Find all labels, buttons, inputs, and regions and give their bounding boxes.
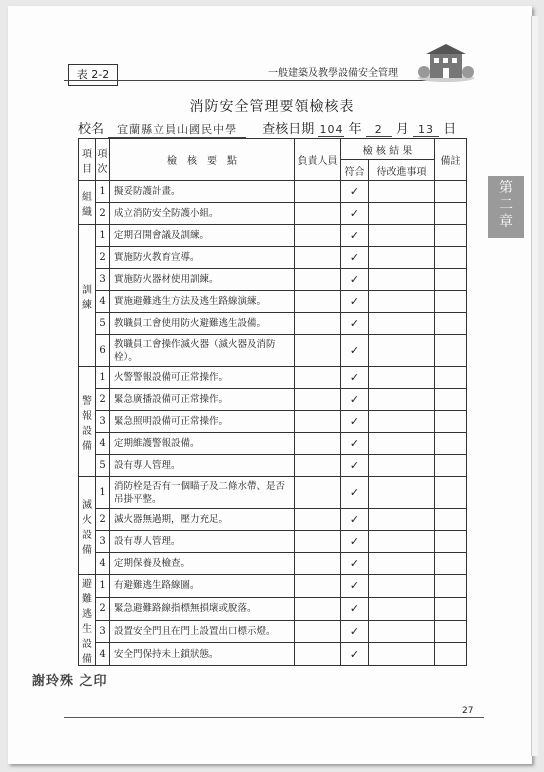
table-row	[79, 313, 467, 335]
category-cell	[79, 181, 96, 225]
improve-cell	[369, 620, 435, 643]
item-number: 3	[96, 531, 110, 553]
remarks-cell	[435, 203, 467, 225]
conform-check: ✓	[341, 269, 369, 291]
table-row	[79, 455, 467, 477]
conform-check: ✓	[341, 643, 369, 666]
person-cell	[295, 269, 341, 291]
conform-check: ✓	[341, 477, 369, 509]
person-cell	[295, 553, 341, 575]
school-building-icon	[416, 42, 476, 82]
item-number: 1	[96, 181, 110, 203]
item-text: 定期維護警報設備。	[110, 433, 295, 455]
improve-cell	[369, 597, 435, 620]
improve-cell	[369, 225, 435, 247]
improve-cell	[369, 433, 435, 455]
header-remarks: 備註	[435, 139, 467, 181]
item-text: 設有專人管理。	[110, 531, 295, 553]
category-char: 設	[82, 425, 92, 437]
section-header-title: 一般建築及教學設備安全管理	[268, 68, 398, 79]
table-row	[79, 531, 467, 553]
improve-cell	[369, 553, 435, 575]
conform-check: ✓	[341, 553, 369, 575]
remarks-cell	[435, 389, 467, 411]
remarks-cell	[435, 411, 467, 433]
improve-cell	[369, 455, 435, 477]
conform-check: ✓	[341, 531, 369, 553]
improve-cell	[369, 291, 435, 313]
category-char: 警	[82, 395, 92, 407]
person-cell	[295, 643, 341, 666]
item-text: 擬妥防護計畫。	[110, 181, 295, 203]
improve-cell	[369, 643, 435, 666]
item-text: 成立消防安全防護小組。	[110, 203, 295, 225]
improve-cell	[369, 335, 435, 367]
item-number: 4	[96, 553, 110, 575]
category-char: 設	[82, 529, 92, 541]
header-person: 負責人員	[295, 139, 341, 181]
table-label: 表 2-2	[68, 64, 118, 86]
category-char: 訓	[82, 284, 92, 296]
category-name	[79, 575, 95, 665]
month-label: 月	[395, 122, 409, 137]
conform-check: ✓	[341, 203, 369, 225]
remarks-cell	[435, 643, 467, 666]
item-number: 5	[96, 455, 110, 477]
form-title: 消防安全管理要領檢核表	[189, 99, 355, 115]
category-cell	[79, 225, 96, 367]
item-number: 3	[96, 411, 110, 433]
improve-cell	[369, 269, 435, 291]
table-row	[79, 597, 467, 620]
improve-cell	[369, 477, 435, 509]
person-cell	[295, 433, 341, 455]
remarks-cell	[435, 509, 467, 531]
person-cell	[295, 597, 341, 620]
chapter-tab: 第 二 章	[488, 176, 524, 238]
conform-check: ✓	[341, 620, 369, 643]
conform-check: ✓	[341, 225, 369, 247]
school-date-row	[78, 118, 456, 138]
conform-check: ✓	[341, 313, 369, 335]
item-text: 滅火器無過期，壓力充足。	[110, 509, 295, 531]
item-text: 緊急避難路線指標無損壞或脫落。	[110, 597, 295, 620]
item-number: 4	[96, 643, 110, 666]
remarks-cell	[435, 335, 467, 367]
category-char: 組	[82, 191, 92, 203]
item-text: 設置安全門且在門上設置出口標示燈。	[110, 620, 295, 643]
improve-cell	[369, 247, 435, 269]
item-number: 2	[96, 509, 110, 531]
person-cell	[295, 509, 341, 531]
item-number: 3	[96, 269, 110, 291]
category-char: 生	[82, 624, 92, 635]
item-number: 2	[96, 597, 110, 620]
category-char: 備	[82, 440, 92, 452]
table-row	[79, 643, 467, 666]
table-row	[79, 620, 467, 643]
item-text: 定期保養及檢查。	[110, 553, 295, 575]
table-row	[79, 291, 467, 313]
improve-cell	[369, 531, 435, 553]
table-row	[79, 367, 467, 389]
category-char: 滅	[82, 499, 92, 511]
date-month: 2	[366, 123, 392, 137]
item-number: 3	[96, 620, 110, 643]
header-conform: 符合	[341, 160, 369, 181]
remarks-cell	[435, 269, 467, 291]
item-number: 5	[96, 313, 110, 335]
category-cell	[79, 367, 96, 477]
improve-cell	[369, 509, 435, 531]
table-row	[79, 335, 467, 367]
table-row	[79, 181, 467, 203]
person-cell	[295, 389, 341, 411]
improve-cell	[369, 575, 435, 598]
category-char: 練	[82, 299, 92, 311]
day-label: 日	[443, 122, 457, 137]
improve-cell	[369, 367, 435, 389]
remarks-cell	[435, 181, 467, 203]
conform-check: ✓	[341, 247, 369, 269]
item-number: 1	[96, 225, 110, 247]
person-cell	[295, 203, 341, 225]
category-char: 報	[82, 410, 92, 422]
conform-check: ✓	[341, 575, 369, 598]
table-row	[79, 553, 467, 575]
date-day: 13	[413, 123, 439, 137]
improve-cell	[369, 313, 435, 335]
remarks-cell	[435, 553, 467, 575]
person-cell	[295, 455, 341, 477]
remarks-cell	[435, 247, 467, 269]
category-char: 難	[82, 594, 92, 605]
remarks-cell	[435, 433, 467, 455]
item-text: 緊急廣播設備可正常操作。	[110, 389, 295, 411]
category-char: 避	[82, 579, 92, 590]
conform-check: ✓	[341, 181, 369, 203]
item-text: 教職員工會操作滅火器（滅火器及消防栓）。	[110, 335, 295, 367]
category-cell	[79, 477, 96, 575]
item-text: 火警警報設備可正常操作。	[110, 367, 295, 389]
improve-cell	[369, 411, 435, 433]
page-number: 27	[462, 706, 474, 716]
conform-check: ✓	[341, 389, 369, 411]
category-name	[79, 188, 95, 218]
table-row	[79, 477, 467, 509]
item-number: 1	[96, 575, 110, 598]
improve-cell	[369, 181, 435, 203]
improve-cell	[369, 203, 435, 225]
conform-check: ✓	[341, 433, 369, 455]
item-number: 2	[96, 247, 110, 269]
item-text: 實施避難逃生方法及逃生路線演練。	[110, 291, 295, 313]
remarks-cell	[435, 575, 467, 598]
conform-check: ✓	[341, 597, 369, 620]
item-text: 實施防火器材使用訓練。	[110, 269, 295, 291]
person-cell	[295, 225, 341, 247]
header-improve: 待改進事項	[369, 160, 435, 181]
person-cell	[295, 620, 341, 643]
item-number: 4	[96, 291, 110, 313]
item-number: 6	[96, 335, 110, 367]
table-row	[79, 247, 467, 269]
date-label: 查核日期	[262, 122, 315, 137]
item-number: 1	[96, 367, 110, 389]
category-cell	[79, 575, 96, 666]
category-char: 逃	[82, 609, 92, 620]
conform-check: ✓	[341, 509, 369, 531]
person-cell	[295, 411, 341, 433]
remarks-cell	[435, 225, 467, 247]
item-text: 實施防火教育宣導。	[110, 247, 295, 269]
checklist-table	[78, 138, 467, 666]
table-row	[79, 411, 467, 433]
item-text: 有避難逃生路線圖。	[110, 575, 295, 598]
item-number: 2	[96, 203, 110, 225]
header-result: 檢 核 結 果	[341, 139, 435, 160]
header-points: 檢 核 要 點	[110, 139, 295, 181]
person-cell	[295, 367, 341, 389]
category-char: 火	[82, 514, 92, 526]
item-number: 4	[96, 433, 110, 455]
remarks-cell	[435, 455, 467, 477]
school-label: 校名	[78, 122, 105, 137]
remarks-cell	[435, 291, 467, 313]
person-cell	[295, 575, 341, 598]
category-name	[79, 281, 95, 311]
remarks-cell	[435, 597, 467, 620]
person-cell	[295, 531, 341, 553]
category-char: 備	[82, 654, 92, 665]
item-text: 緊急照明設備可正常操作。	[110, 411, 295, 433]
category-name	[79, 496, 95, 556]
school-name-field: 宜蘭縣立員山國民中學	[108, 121, 246, 138]
category-char: 織	[82, 206, 92, 218]
category-char: 設	[82, 639, 92, 650]
conform-check: ✓	[341, 367, 369, 389]
year-label: 年	[348, 122, 362, 137]
person-cell	[295, 291, 341, 313]
remarks-cell	[435, 313, 467, 335]
remarks-cell	[435, 477, 467, 509]
conform-check: ✓	[341, 291, 369, 313]
remarks-cell	[435, 367, 467, 389]
item-text: 定期召開會議及訓練。	[110, 225, 295, 247]
person-cell	[295, 313, 341, 335]
item-number: 1	[96, 477, 110, 509]
table-row	[79, 433, 467, 455]
item-number: 2	[96, 389, 110, 411]
category-name	[79, 392, 95, 452]
category-char: 備	[82, 544, 92, 556]
footer-rule	[64, 717, 484, 718]
conform-check: ✓	[341, 335, 369, 367]
table-row	[79, 269, 467, 291]
improve-cell	[369, 389, 435, 411]
person-cell	[295, 247, 341, 269]
table-row	[79, 509, 467, 531]
item-text: 設有專人管理。	[110, 455, 295, 477]
person-cell	[295, 335, 341, 367]
header-rule	[64, 80, 454, 81]
person-cell	[295, 477, 341, 509]
table-row	[79, 203, 467, 225]
remarks-cell	[435, 531, 467, 553]
table-row	[79, 575, 467, 598]
item-text: 消防栓是否有一個瞄子及二條水帶、是否吊掛平整。	[110, 477, 295, 509]
page-edge	[531, 16, 538, 756]
table-row	[79, 225, 467, 247]
item-text: 安全門保持未上鎖狀態。	[110, 643, 295, 666]
conform-check: ✓	[341, 411, 369, 433]
person-cell	[295, 181, 341, 203]
header-category: 項目	[79, 139, 96, 181]
item-text: 教職員工會使用防火避難逃生設備。	[110, 313, 295, 335]
conform-check: ✓	[341, 455, 369, 477]
signature-stamp: 謝玲殊 之印	[32, 674, 108, 689]
table-row	[79, 389, 467, 411]
header-number: 項次	[96, 139, 110, 181]
date-year: 104	[319, 123, 344, 136]
remarks-cell	[435, 620, 467, 643]
